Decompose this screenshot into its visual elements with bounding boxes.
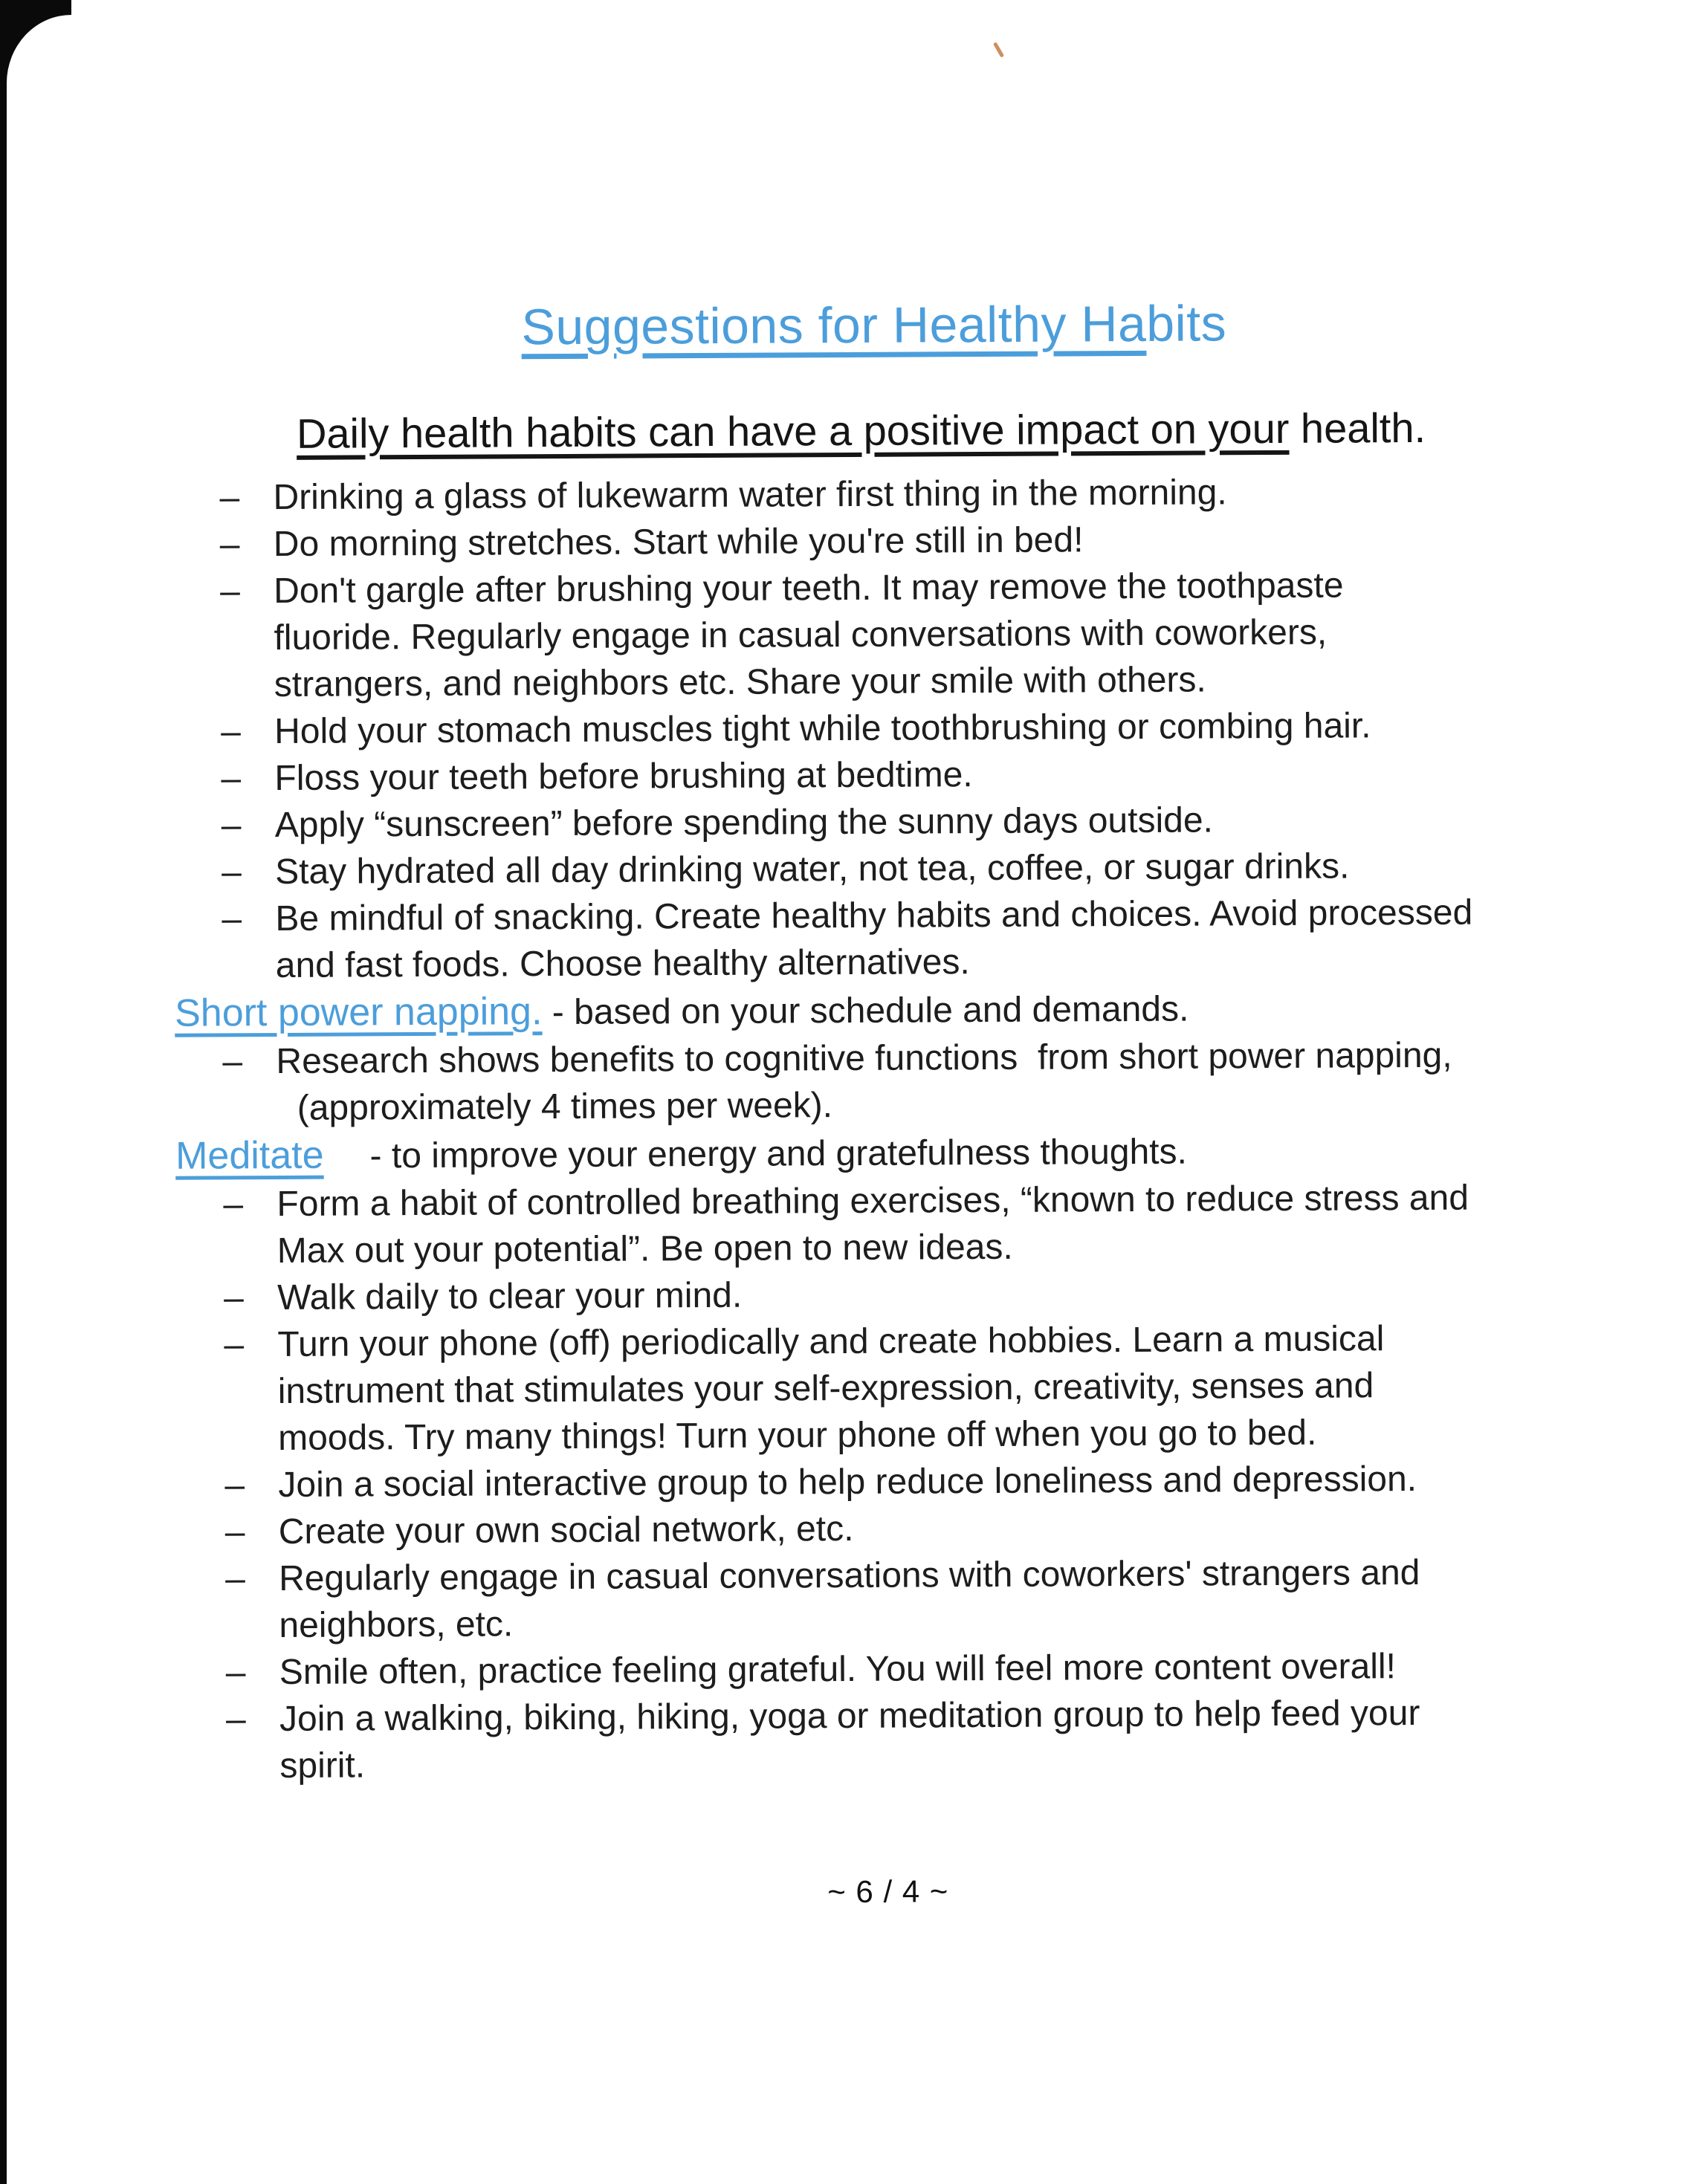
bullet-dash: – — [221, 899, 242, 939]
list-item — [7, 1314, 1688, 1463]
bullet-dash: – — [224, 1512, 245, 1552]
bullet-dash: – — [223, 1185, 244, 1225]
list-item-text: Drinking a glass of lukewarm water first thing in the morning. — [273, 473, 1227, 518]
list-item-text: Form a habit of controlled breathing exercises, “known to reduce stress and — [277, 1178, 1469, 1225]
bullet-dash: – — [219, 525, 240, 565]
list-item — [4, 794, 1688, 850]
section-heading-napping-text: - based on your schedule and demands. — [542, 989, 1189, 1033]
list-item — [6, 1173, 1688, 1276]
scan-edge-shadow — [0, 0, 7, 2184]
meditate-link[interactable]: Meditate — [175, 1133, 324, 1178]
bullet-dash: – — [221, 712, 241, 752]
bullet-dash: – — [223, 1278, 244, 1318]
list-item-text: Create your own social network, etc. — [278, 1509, 854, 1552]
list-item — [4, 748, 1688, 803]
bullet-dash: – — [221, 806, 242, 846]
list-item — [9, 1688, 1688, 1791]
page-number: ~ 6 / 4 ~ — [827, 1873, 949, 1910]
section-heading-meditate-text: - to improve your energy and gratefulness thoughts. — [369, 1132, 1188, 1176]
list-item-text: instrument that stimulates your self-expression, creativity, senses and — [277, 1366, 1374, 1412]
list-item-text: Do morning stretches. Start while you're still in bed! — [273, 520, 1084, 565]
list-item — [4, 701, 1688, 756]
list-item-text: and fast foods. Choose healthy alternatives. — [275, 942, 970, 986]
bullet-dash: – — [219, 478, 240, 518]
list-item-text: Apply “sunscreen” before spending the sunny days outside. — [274, 800, 1214, 846]
list-item-text: Don't gargle after brushing your teeth. It may remove the toothpaste — [274, 566, 1344, 612]
list-item — [3, 560, 1688, 710]
bullet-dash: – — [220, 571, 240, 612]
list-item-text: Hold your stomach muscles tight while toothbrushing or combing hair. — [274, 706, 1371, 752]
list-item-text: Floss your teeth before brushing at bedtime. — [274, 755, 973, 799]
list-item-text: Research shows benefits to cognitive functions from short power napping, — [276, 1035, 1452, 1082]
page-title — [30, 294, 1688, 357]
page-title-underlined: Suggestions for Healthy Ha — [521, 295, 1147, 356]
list-item — [8, 1548, 1688, 1650]
list-item — [8, 1501, 1688, 1557]
list-item — [4, 841, 1688, 897]
list-item-text: moods. Try many things! Turn your phone off when you go to bed. — [277, 1413, 1317, 1459]
bullet-dash: – — [224, 1559, 245, 1599]
section-heading-meditate — [6, 1124, 1688, 1182]
list-item — [4, 888, 1688, 991]
daily-habits-list — [2, 467, 1688, 991]
list-item-text: Max out your potential”. Be open to new ideas. — [277, 1227, 1013, 1271]
section-heading-napping — [5, 982, 1688, 1040]
subtitle-rest: health. — [1289, 404, 1426, 452]
subtitle-underlined: Daily health habits can have a positive impact on your — [296, 404, 1290, 457]
bullet-dash: – — [225, 1653, 246, 1693]
list-item-text: Walk daily to clear your mind. — [277, 1275, 743, 1318]
list-item-text: (approximately 4 times per week). — [297, 1086, 833, 1128]
list-item-text: Join a walking, biking, hiking, yoga or meditation group to help feed your — [279, 1693, 1420, 1740]
list-item-text: Regularly engage in casual conversations with coworkers' strangers and — [278, 1552, 1420, 1599]
napping-list — [5, 1031, 1688, 1133]
bullet-dash: – — [221, 852, 242, 892]
page-title-rest: bits — [1146, 295, 1227, 352]
list-item-text: Stay hydrated all day drinking water, not tea, coffee, or sugar drinks. — [274, 846, 1350, 892]
bullet-dash: – — [222, 1042, 243, 1082]
scan-corner-artifact — [0, 0, 71, 83]
short-power-napping-link[interactable]: Short power napping. — [174, 990, 543, 1035]
list-item — [7, 1267, 1688, 1323]
list-item — [7, 1454, 1688, 1510]
list-item — [9, 1642, 1688, 1697]
list-item — [3, 513, 1688, 569]
bullet-dash: – — [221, 759, 242, 799]
subtitle — [17, 403, 1688, 459]
bullet-dash: – — [224, 1465, 245, 1506]
list-item-text: Turn your phone (off) periodically and create hobbies. Learn a musical — [277, 1319, 1385, 1365]
meditate-list — [6, 1173, 1688, 1791]
bullet-dash: – — [225, 1699, 246, 1740]
list-item — [2, 467, 1688, 522]
list-item — [5, 1031, 1688, 1133]
list-item-text: Join a social interactive group to help reduce loneliness and depression. — [278, 1459, 1417, 1506]
list-item-text: Smile often, practice feeling grateful. You will feel more content overall! — [279, 1647, 1397, 1693]
list-item-text: spirit. — [279, 1746, 366, 1786]
list-item-text: strangers, and neighbors etc. Share your smile with others. — [274, 660, 1206, 705]
list-item-text: Be mindful of snacking. Create healthy habits and choices. Avoid processed — [275, 892, 1473, 939]
list-item-text: fluoride. Regularly engage in casual conversations with coworkers, — [274, 612, 1328, 658]
list-item-text: neighbors, etc. — [279, 1604, 514, 1646]
bullet-dash: – — [224, 1325, 245, 1365]
